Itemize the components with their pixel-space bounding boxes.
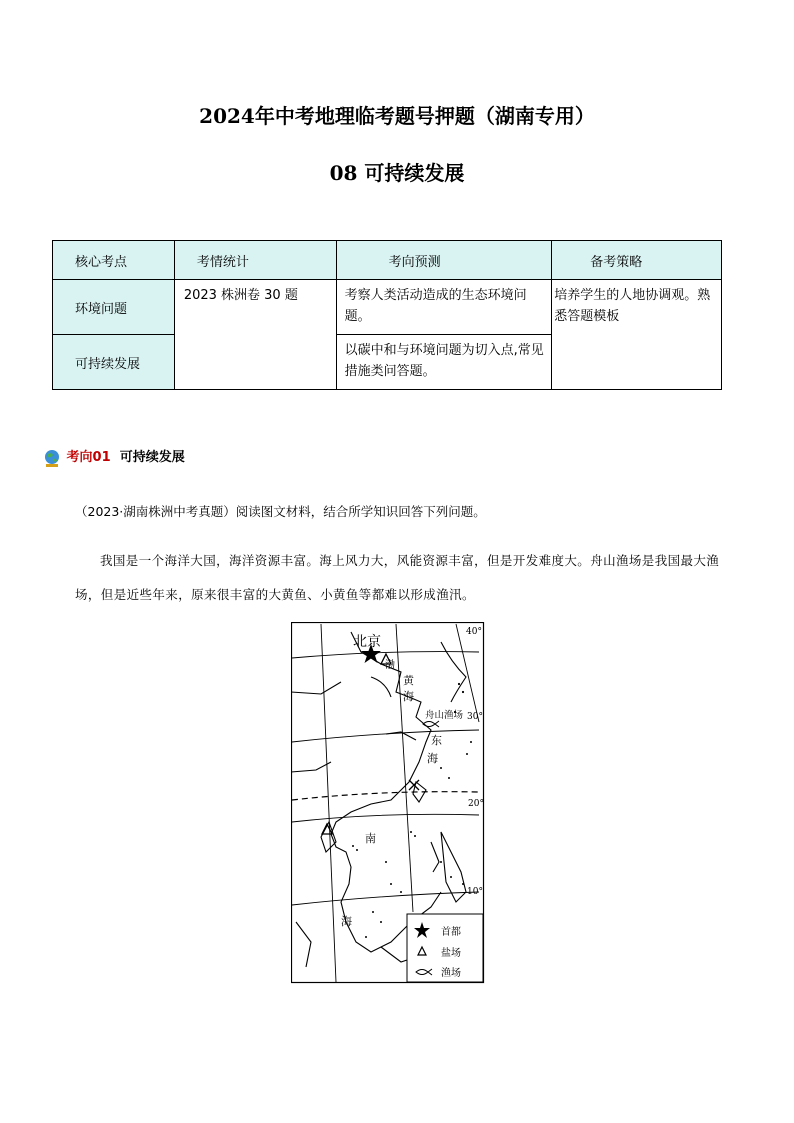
section-heading: [42, 446, 185, 474]
map-label-beijing: 北京: [353, 634, 381, 650]
map-label-zhoushan: 舟山渔场: [425, 710, 464, 721]
map-label-donghai: 东: [431, 734, 442, 747]
table-row: [53, 280, 722, 335]
page-title: 2024年中考地理临考题号押题（湖南专用）: [199, 104, 595, 128]
latitude-label: 20°: [468, 799, 484, 809]
overview-table: [52, 240, 722, 390]
header-cell: 考情统计: [174, 241, 336, 280]
legend-fishery: 渔场: [441, 968, 461, 979]
legend-capital: 首都: [441, 927, 461, 938]
question-intro: （2023·湖南株洲中考真题）阅读图文材料，结合所学知识回答下列问题。: [75, 504, 486, 519]
china-coast-map: [291, 622, 487, 984]
map-legend: [407, 914, 483, 982]
header-cell: 备考策略: [552, 241, 722, 280]
legend-salt: 盐场: [441, 948, 461, 959]
latitude-label: 40°: [466, 627, 482, 637]
section-name: 可持续发展: [119, 450, 185, 465]
table-header-row: [53, 241, 722, 280]
material-paragraph: 我国是一个海洋大国，海洋资源丰富。海上风力大，风能资源丰富，但是开发难度大。舟山渔场是我国最大渔场，但是近些年来，原来很丰富的大黄鱼、小黄鱼等都难以形成渔汛。: [75, 553, 720, 602]
map-label-huanghai: 海: [403, 690, 414, 703]
header-cell: 核心考点: [53, 241, 175, 280]
row-label: 可持续发展: [53, 335, 175, 390]
latitude-label: 30°: [467, 712, 483, 722]
map-label-nanhai: 南: [365, 832, 376, 845]
map-label-nanhai: 海: [341, 915, 352, 928]
globe-icon: [42, 448, 62, 468]
header-cell: 考向预测: [336, 241, 552, 280]
prediction-cell: 以碳中和与环境问题为切入点,常见措施类问答题。: [336, 335, 552, 390]
map-label-bohai: 渤: [385, 660, 395, 671]
map-label-donghai: 海: [427, 752, 438, 765]
section-prefix: 考向01: [66, 450, 111, 465]
map-label-huanghai: 黄: [403, 674, 414, 687]
prediction-cell: 考察人类活动造成的生态环境问题。: [336, 280, 552, 335]
statistic-cell: 2023 株洲卷 30 题: [174, 280, 336, 390]
page-subtitle: 08 可持续发展: [329, 161, 465, 185]
row-label: 环境问题: [53, 280, 175, 335]
strategy-cell: 培养学生的人地协调观。熟悉答题模板: [552, 280, 722, 390]
latitude-label: 10°: [467, 887, 483, 897]
